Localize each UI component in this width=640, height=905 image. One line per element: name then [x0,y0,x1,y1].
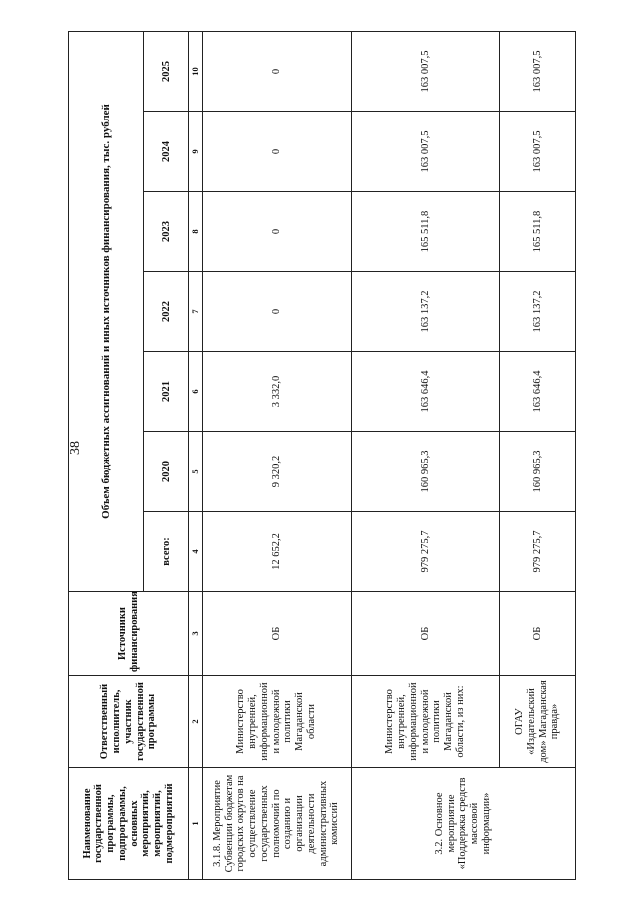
column-number: 8 [189,192,202,272]
header-year: 2024 [144,112,189,192]
column-number: 7 [189,272,202,352]
row-value: 0 [202,192,351,272]
row-value: 0 [202,272,351,352]
table-row [351,31,500,879]
row-value: 160 965,3 [351,432,500,512]
row-value: 9 320,2 [202,432,351,512]
financing-table-wrapper [68,32,576,880]
row-value: 12 652,2 [202,512,351,592]
row-value: 163 007,5 [500,31,576,111]
row-value: 0 [202,112,351,192]
column-number: 2 [189,676,202,768]
row-name: 3.2. Основное мероприятие «Поддержка средств массовой информации» [351,768,575,880]
column-number: 10 [189,31,202,111]
row-value: 163 007,5 [500,112,576,192]
row-value: 163 007,5 [351,112,500,192]
header-source: Источники финансирования [69,592,189,676]
row-value: 163 137,2 [500,272,576,352]
row-value: 165 511,8 [500,192,576,272]
page-number: 38 [68,441,83,455]
column-number: 4 [189,512,202,592]
column-number: 1 [189,768,202,880]
row-value: 163 007,5 [351,31,500,111]
row-value: 163 137,2 [351,272,500,352]
row-executor: Министерство внутренней, информационной и молодежной политики Магаданской области [202,676,351,768]
column-number: 9 [189,112,202,192]
row-value: 165 511,8 [351,192,500,272]
header-year: 2022 [144,272,189,352]
row-executor: Министерство внутренней, информационной и молодежной политики Магаданской области, из них: [351,676,500,768]
row-value: 0 [202,31,351,111]
header-total: всего: [144,512,189,592]
row-source: ОБ [202,592,351,676]
row-source: ОБ [351,592,500,676]
row-value: 979 275,7 [351,512,500,592]
header-executor: Ответственный исполнитель, участник государственной программы [69,676,189,768]
column-number: 6 [189,352,202,432]
row-value: 163 646,4 [500,352,576,432]
row-value: 979 275,7 [500,512,576,592]
financing-table [68,31,576,880]
row-executor: ОГАУ «Издательский дом» Магаданская правда» [500,676,576,768]
header-year: 2020 [144,432,189,512]
row-name: 3.1.8. Мероприятие Субвенции бюджетам городских округов на осуществление государственных полномочий по созданию и организации деятельности административных комиссий [202,768,351,880]
table-row [500,31,576,879]
row-source: ОБ [500,592,576,676]
header-year: 2021 [144,352,189,432]
header-name: Наименование государственной программы, подпрограммы, основных мероприятий, мероприятий, подмероприятий [69,768,189,880]
header-year: 2023 [144,192,189,272]
header-volume: Объем бюджетных ассигнований и иных источников финансирования, тыс. рублей [69,31,144,591]
column-number: 3 [189,592,202,676]
table-row [202,31,351,879]
row-value: 3 332,0 [202,352,351,432]
header-year: 2025 [144,31,189,111]
row-value: 160 965,3 [500,432,576,512]
row-value: 163 646,4 [351,352,500,432]
column-number: 5 [189,432,202,512]
